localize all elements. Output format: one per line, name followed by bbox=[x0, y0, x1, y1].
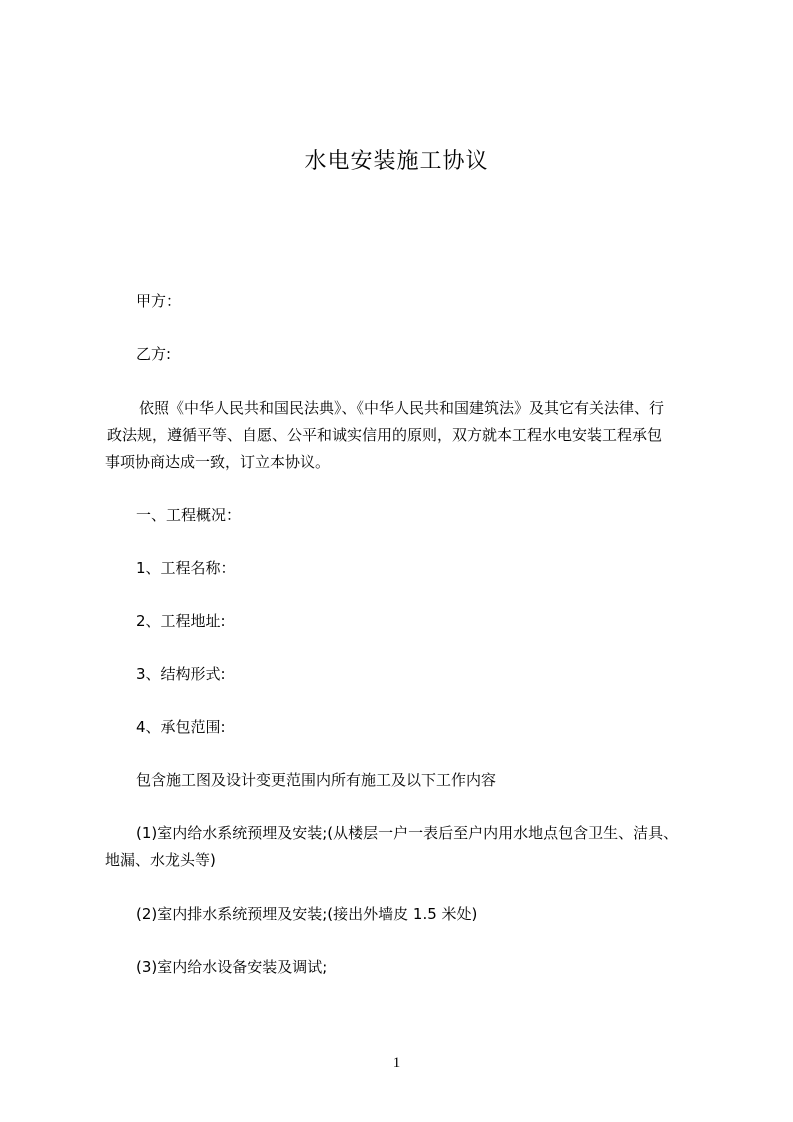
intro-line: 依照《中华人民共和国民法典》、《中华人民共和国建筑法》及其它有关法律、行 bbox=[139, 399, 665, 417]
party-b-line: 乙方: bbox=[136, 345, 172, 363]
scope-item-1-line: (1)室内给水系统预埋及安装;(从楼层一户一表后至户内用水地点包含卫生、洁具、 bbox=[136, 824, 679, 842]
intro-line: 政法规，遵循平等、自愿、公平和诚实信用的原则，双方就本工程水电安装工程承包 bbox=[107, 426, 663, 444]
scope-item-3: (3)室内给水设备安装及调试; bbox=[136, 958, 328, 976]
scope-item-2: (2)室内排水系统预埋及安装;(接出外墙皮 1.5 米处) bbox=[136, 905, 478, 923]
project-address-item: 2、工程地址: bbox=[136, 612, 226, 630]
party-a-line: 甲方： bbox=[136, 292, 182, 310]
document-title: 水电安装施工协议 bbox=[304, 149, 489, 174]
section-heading: 一、工程概况： bbox=[136, 506, 242, 524]
contract-scope-item: 4、承包范围: bbox=[136, 718, 226, 736]
scope-intro: 包含施工图及设计变更范围内所有施工及以下工作内容 bbox=[136, 771, 497, 789]
intro-paragraph bbox=[105, 395, 705, 476]
page-number: 1 bbox=[392, 1055, 401, 1071]
intro-line: 事项协商达成一致，订立本协议。 bbox=[105, 453, 331, 471]
structure-type-item: 3、结构形式: bbox=[136, 665, 226, 683]
project-name-item: 1、工程名称： bbox=[136, 559, 236, 577]
scope-item-1-line: 地漏、水龙头等) bbox=[105, 851, 216, 869]
scope-item-1 bbox=[105, 820, 705, 874]
